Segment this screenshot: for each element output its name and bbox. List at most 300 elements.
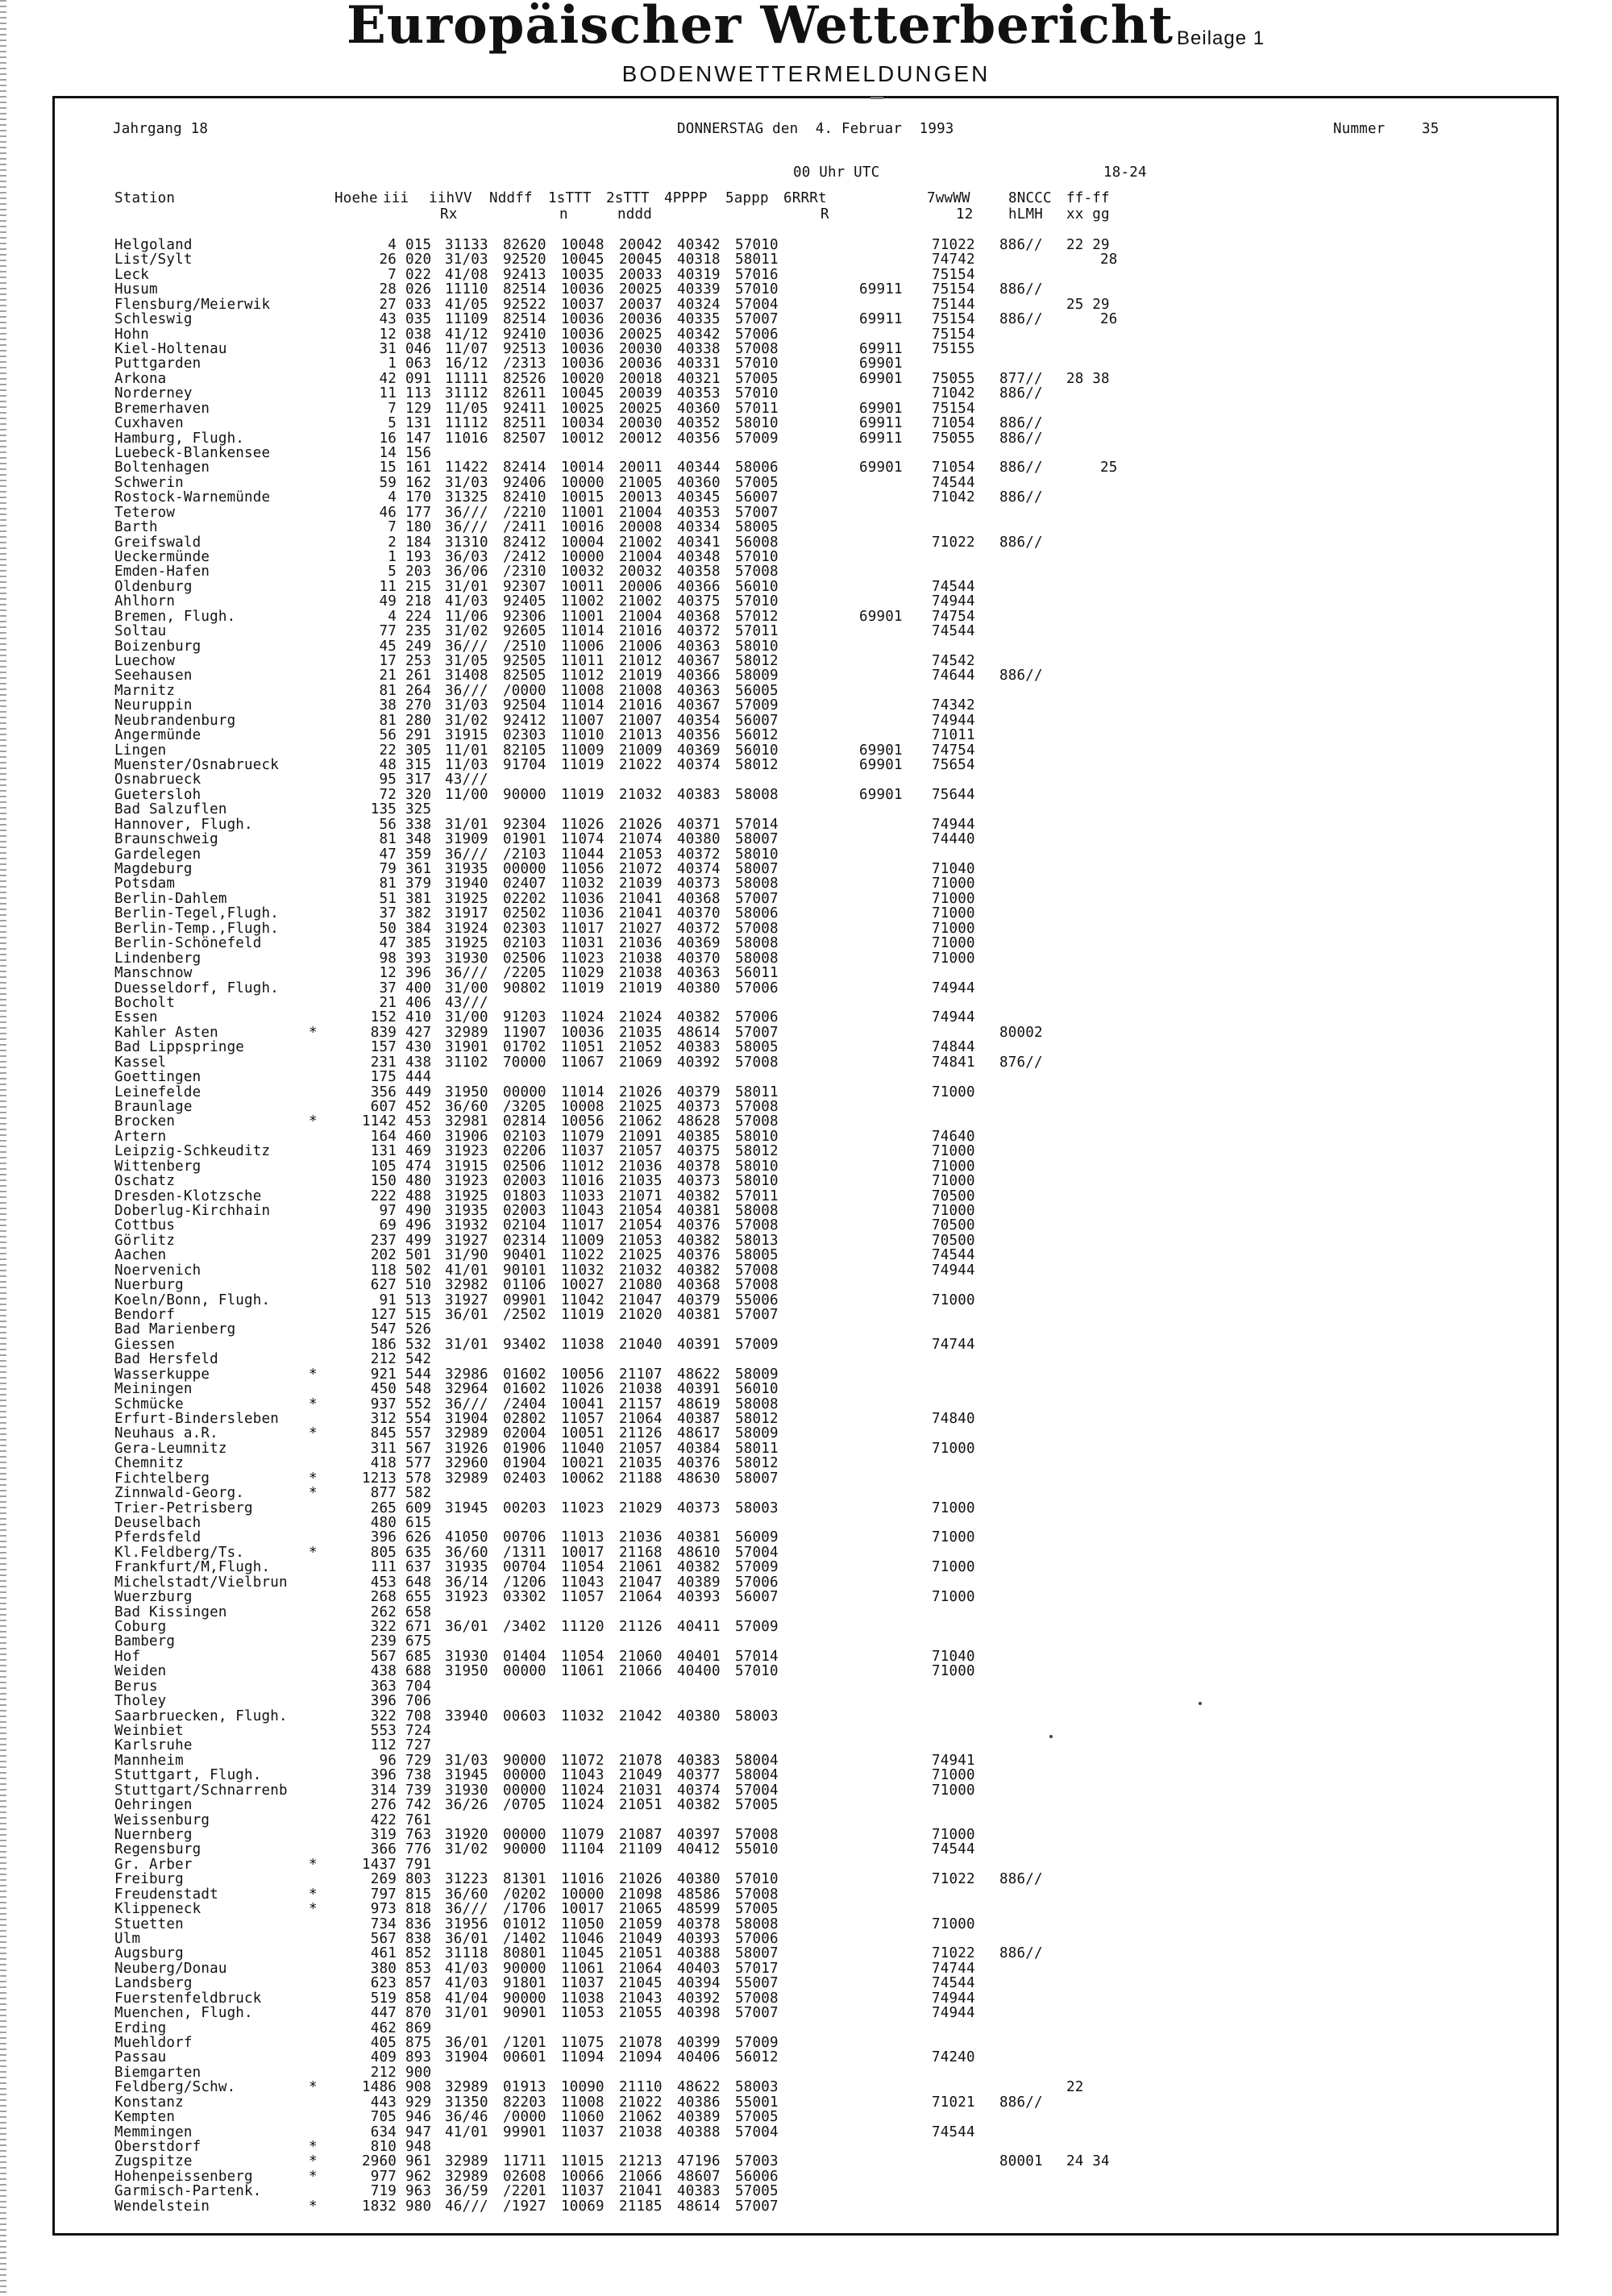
group-nddff-value: /0705 xyxy=(503,1797,546,1814)
group-8nccc-value: 886// xyxy=(999,668,1043,684)
group-ihvv-value: 11/06 xyxy=(445,608,488,625)
group-ihvv-value: 31/02 xyxy=(445,1841,488,1858)
station-id-value: 113 xyxy=(405,385,432,402)
table-row xyxy=(0,415,1612,430)
group-5appp-value: 58012 xyxy=(735,653,779,670)
group-ihvv-value: 31906 xyxy=(445,1128,488,1145)
table-row xyxy=(0,564,1612,578)
group-2sttt-value: 21060 xyxy=(619,1648,663,1665)
group-1sttt-value: 11024 xyxy=(561,1782,604,1799)
group-2sttt-value: 20045 xyxy=(619,252,663,268)
group-ihvv-value: 32989 xyxy=(445,1470,488,1487)
station-id-value: 708 xyxy=(405,1707,432,1724)
group-2sttt-value: 21071 xyxy=(619,1188,663,1204)
group-nddff-value: 90000 xyxy=(503,1752,546,1769)
group-5appp-value: 57007 xyxy=(735,890,779,907)
elevation-value: 26 xyxy=(379,252,397,268)
elevation-value: 46 xyxy=(379,504,397,521)
group-7wwww-value: 74744 xyxy=(932,1960,975,1977)
group-ihvv-value: 31133 xyxy=(445,237,488,253)
group-5appp-value: 57016 xyxy=(735,266,779,283)
group-7wwww-value: 71021 xyxy=(932,2094,975,2111)
elevation-value: 212 xyxy=(370,2064,397,2081)
station-id-value: 510 xyxy=(405,1277,432,1294)
group-7wwww-value: 74944 xyxy=(932,593,975,610)
group-4pppp-value: 40338 xyxy=(677,341,721,357)
elevation-value: 28 xyxy=(379,281,397,298)
group-1sttt-value: 11037 xyxy=(561,2183,604,2200)
group-4pppp-value: 40379 xyxy=(677,1084,721,1100)
table-row xyxy=(0,1693,1612,1710)
column-header-group-1sttt: 1sTTT xyxy=(548,190,592,206)
group-nddff-value: /2411 xyxy=(503,519,546,536)
group-5appp-value: 57008 xyxy=(735,1277,779,1294)
group-4pppp-value: 40382 xyxy=(677,1009,721,1026)
group-nddff-value: 02506 xyxy=(503,950,546,967)
station-name: Giessen xyxy=(114,1336,176,1353)
table-row xyxy=(0,1113,1612,1128)
group-4pppp-value: 40375 xyxy=(677,1143,721,1160)
group-1sttt-value: 11026 xyxy=(561,816,604,833)
group-nddff-value: 82611 xyxy=(503,385,546,402)
station-name: Tholey xyxy=(114,1693,167,1710)
group-ihvv-value: 31/05 xyxy=(445,653,488,670)
group-2sttt-value: 21035 xyxy=(619,1173,663,1190)
group-4pppp-value: 40370 xyxy=(677,950,721,967)
group-ihvv-value: 41/12 xyxy=(445,326,488,343)
table-row xyxy=(0,534,1612,549)
group-nddff-value: /2205 xyxy=(503,965,546,982)
group-5appp-value: 57005 xyxy=(735,1901,779,1918)
station-id-value: 552 xyxy=(405,1395,432,1412)
table-row xyxy=(0,1753,1612,1767)
station-id-value: 501 xyxy=(405,1247,432,1264)
table-row xyxy=(0,237,1612,252)
elevation-value: 627 xyxy=(370,1277,397,1294)
table-row xyxy=(0,623,1612,638)
group-5appp-value: 57010 xyxy=(735,385,779,402)
group-1sttt-value: 11001 xyxy=(561,608,604,625)
group-4pppp-value: 40372 xyxy=(677,623,721,640)
group-nddff-value: 02303 xyxy=(503,920,546,937)
group-4pppp-value: 40401 xyxy=(677,1648,721,1665)
group-nddff-value: /2310 xyxy=(503,564,546,580)
group-1sttt-value: 11079 xyxy=(561,1827,604,1843)
group-ihvv-value: 31/01 xyxy=(445,578,488,595)
group-2sttt-value: 21094 xyxy=(619,2049,663,2066)
table-row xyxy=(0,1158,1612,1173)
group-1sttt-value: 11019 xyxy=(561,1306,604,1323)
group-2sttt-value: 21026 xyxy=(619,816,663,833)
group-2sttt-value: 21062 xyxy=(619,2109,663,2126)
station-id-value: 305 xyxy=(405,742,432,759)
station-name: Neuruppin xyxy=(114,697,193,714)
group-7wwww-value: 74754 xyxy=(932,608,975,625)
group-ihvv-value: 31/02 xyxy=(445,623,488,640)
group-nddff-value: /1402 xyxy=(503,1931,546,1948)
group-ihvv-value: 31945 xyxy=(445,1499,488,1516)
elevation-value: 175 xyxy=(370,1069,397,1086)
group-6rrrt-value: 69911 xyxy=(859,311,903,328)
group-7wwww-value: 75154 xyxy=(932,400,975,417)
station-id-value: 180 xyxy=(405,519,432,536)
elevation-value: 11 xyxy=(379,578,397,595)
group-ihvv-value: 36/01 xyxy=(445,2035,488,2052)
column-header-station-id: iii xyxy=(383,190,409,206)
station-id-value: 704 xyxy=(405,1678,432,1695)
group-7wwww-value: 71000 xyxy=(932,1827,975,1843)
group-1sttt-value: 10045 xyxy=(561,385,604,402)
group-5appp-value: 57009 xyxy=(735,2035,779,2052)
station-id-value: 609 xyxy=(405,1499,432,1516)
station-id-value: 763 xyxy=(405,1827,432,1843)
group-7wwww-value: 75154 xyxy=(932,311,975,328)
group-1sttt-value: 10000 xyxy=(561,1886,604,1903)
group-2sttt-value: 21074 xyxy=(619,831,663,848)
group-4pppp-value: 40373 xyxy=(677,1499,721,1516)
group-4pppp-value: 40363 xyxy=(677,965,721,982)
column-header-group-5appp: 5appp xyxy=(725,190,769,206)
station-id-value: 908 xyxy=(405,2079,432,2096)
station-name: Oldenburg xyxy=(114,578,193,595)
group-4pppp-value: 48622 xyxy=(677,2079,721,2096)
group-1sttt-value: 11032 xyxy=(561,876,604,892)
group-nddff-value: 92505 xyxy=(503,653,546,670)
group-nddff-value: 93402 xyxy=(503,1336,546,1353)
period-label: 18-24 xyxy=(1103,164,1147,181)
group-nddff-value: 82505 xyxy=(503,668,546,684)
group-8nccc-value: 886// xyxy=(999,489,1043,506)
elevation-value: 396 xyxy=(370,1693,397,1710)
station-name: Essen xyxy=(114,1009,158,1026)
station-id-value: 948 xyxy=(405,2139,432,2156)
table-row xyxy=(0,1411,1612,1425)
group-5appp-value: 58007 xyxy=(735,1470,779,1487)
group-ihvv-value: 11111 xyxy=(445,370,488,387)
group-4pppp-value: 40412 xyxy=(677,1841,721,1858)
group-ihvv-value: 31/03 xyxy=(445,474,488,491)
group-nddff-value: 90802 xyxy=(503,980,546,996)
elevation-value: 16 xyxy=(379,430,397,447)
group-nddff-value: 00601 xyxy=(503,2049,546,2066)
group-ihvv-value: 36/// xyxy=(445,682,488,699)
group-8nccc-value: 886// xyxy=(999,1945,1043,1962)
group-5appp-value: 58003 xyxy=(735,1499,779,1516)
station-id-value: 224 xyxy=(405,608,432,625)
group-ihvv-value: 31118 xyxy=(445,1945,488,1962)
table-row xyxy=(0,519,1612,534)
group-4pppp-value: 48619 xyxy=(677,1395,721,1412)
station-name: Noervenich xyxy=(114,1262,202,1279)
elevation-value: 49 xyxy=(379,593,397,610)
group-nddff-value: 92410 xyxy=(503,326,546,343)
station-name: Hohenpeissenberg xyxy=(114,2168,253,2185)
group-1sttt-value: 10025 xyxy=(561,400,604,417)
group-ihvv-value: 31956 xyxy=(445,1915,488,1932)
group-1sttt-value: 11043 xyxy=(561,1767,604,1784)
station-id-value: 635 xyxy=(405,1544,432,1561)
elevation-value: 422 xyxy=(370,1811,397,1828)
group-8nccc-value: 886// xyxy=(999,2094,1043,2111)
station-name: Helgoland xyxy=(114,237,193,253)
station-name: Wendelstein xyxy=(114,2198,210,2215)
table-row xyxy=(0,1574,1612,1589)
group-7wwww-value: 71011 xyxy=(932,727,975,744)
table-row xyxy=(0,1396,1612,1411)
elevation-value: 396 xyxy=(370,1529,397,1546)
group-nddff-value: 02506 xyxy=(503,1158,546,1175)
group-4pppp-value: 40353 xyxy=(677,385,721,402)
group-2sttt-value: 21051 xyxy=(619,1797,663,1814)
station-name: Frankfurt/M,Flugh. xyxy=(114,1559,271,1576)
station-id-value: 496 xyxy=(405,1217,432,1234)
group-4pppp-value: 40366 xyxy=(677,668,721,684)
group-5appp-value: 57005 xyxy=(735,2109,779,2126)
group-1sttt-value: 11019 xyxy=(561,757,604,774)
station-name: Konstanz xyxy=(114,2094,184,2111)
group-1sttt-value: 11037 xyxy=(561,1975,604,1992)
station-name: Bad Salzuflen xyxy=(114,801,227,818)
group-5appp-value: 58011 xyxy=(735,1440,779,1457)
group-ihvv-value: 31935 xyxy=(445,861,488,878)
elevation-value: 845 xyxy=(370,1425,397,1442)
station-name: Leipzig-Schkeuditz xyxy=(114,1143,271,1160)
station-id-value: 815 xyxy=(405,1886,432,1903)
elevation-value: 396 xyxy=(370,1767,397,1784)
group-1sttt-value: 11031 xyxy=(561,935,604,952)
station-id-value: 893 xyxy=(405,2049,432,2066)
group-5appp-value: 56012 xyxy=(735,727,779,744)
elevation-value: 150 xyxy=(370,1173,397,1190)
group-ihvv-value: 31/03 xyxy=(445,1752,488,1769)
column-header-group-4pppp: 4PPPP xyxy=(664,190,708,206)
group-1sttt-value: 10016 xyxy=(561,519,604,536)
group-5appp-value: 58012 xyxy=(735,1455,779,1472)
group-2sttt-value: 21039 xyxy=(619,876,663,892)
group-2sttt-value: 21109 xyxy=(619,1841,663,1858)
group-5appp-value: 57010 xyxy=(735,1871,779,1888)
group-4pppp-value: 40319 xyxy=(677,266,721,283)
group-ihvv-value: 31310 xyxy=(445,534,488,551)
station-id-value: 490 xyxy=(405,1202,432,1219)
group-nddff-value: /3402 xyxy=(503,1618,546,1635)
group-nddff-value: /2201 xyxy=(503,2183,546,2200)
table-row xyxy=(0,1084,1612,1099)
group-1sttt-value: 11044 xyxy=(561,846,604,863)
elevation-value: 797 xyxy=(370,1886,397,1903)
station-name: Cuxhaven xyxy=(114,415,184,432)
group-4pppp-value: 40389 xyxy=(677,2109,721,2126)
group-1sttt-value: 11017 xyxy=(561,920,604,937)
group-5appp-value: 57008 xyxy=(735,341,779,357)
group-5appp-value: 57004 xyxy=(735,1782,779,1799)
elevation-value: 12 xyxy=(379,326,397,343)
group-7wwww-value: 71000 xyxy=(932,1915,975,1932)
group-1sttt-value: 11013 xyxy=(561,1529,604,1546)
station-name: Karlsruhe xyxy=(114,1737,193,1754)
group-4pppp-value: 40369 xyxy=(677,935,721,952)
table-row xyxy=(0,2020,1612,2035)
group-ihvv-value: 31927 xyxy=(445,1232,488,1249)
station-name: Potsdam xyxy=(114,876,176,892)
group-nddff-value: /1311 xyxy=(503,1544,546,1561)
group-1sttt-value: 11023 xyxy=(561,1499,604,1516)
elevation-value: 81 xyxy=(379,682,397,699)
group-ihvv-value: 36/01 xyxy=(445,1306,488,1323)
elevation-value: 409 xyxy=(370,2049,397,2066)
table-row xyxy=(0,1990,1612,2005)
group-1sttt-value: 10011 xyxy=(561,578,604,595)
table-row xyxy=(0,1545,1612,1559)
station-name: Klippeneck xyxy=(114,1901,202,1918)
group-4pppp-value: 40383 xyxy=(677,2183,721,2200)
station-id-value: 384 xyxy=(405,920,432,937)
group-nddff-value: 01904 xyxy=(503,1455,546,1472)
station-id-value: 577 xyxy=(405,1455,432,1472)
table-row xyxy=(0,1559,1612,1574)
group-1sttt-value: 11043 xyxy=(561,1202,604,1219)
high-station-mark: * xyxy=(309,1886,318,1903)
group-2sttt-value: 21110 xyxy=(619,2079,663,2096)
elevation-value: 47 xyxy=(379,846,397,863)
elevation-value: 212 xyxy=(370,1351,397,1368)
group-ihvv-value: 36/46 xyxy=(445,2109,488,2126)
group-4pppp-value: 40375 xyxy=(677,593,721,610)
group-5appp-value: 57011 xyxy=(735,400,779,417)
group-ihvv-value: 32986 xyxy=(445,1366,488,1383)
group-1sttt-value: 11038 xyxy=(561,1336,604,1353)
group-4pppp-value: 48617 xyxy=(677,1425,721,1442)
elevation-value: 405 xyxy=(370,2035,397,2052)
group-2sttt-value: 21005 xyxy=(619,474,663,491)
table-row xyxy=(0,1529,1612,1544)
group-7wwww-value: 75154 xyxy=(932,281,975,298)
group-7wwww-value: 74544 xyxy=(932,578,975,595)
group-ihvv-value: 32964 xyxy=(445,1381,488,1398)
group-nddff-value: 00000 xyxy=(503,861,546,878)
group-2sttt-value: 21061 xyxy=(619,1559,663,1576)
station-id-value: 776 xyxy=(405,1841,432,1858)
table-row xyxy=(0,1188,1612,1203)
group-4pppp-value: 40393 xyxy=(677,1931,721,1948)
elevation-value: 443 xyxy=(370,2094,397,2111)
group-nddff-value: 00000 xyxy=(503,1663,546,1680)
elevation-value: 4 xyxy=(388,608,397,625)
group-nddff-value: 82507 xyxy=(503,430,546,447)
group-7wwww-value: 71040 xyxy=(932,861,975,878)
table-row xyxy=(0,995,1612,1009)
group-4pppp-value: 40374 xyxy=(677,861,721,878)
group-5appp-value: 57014 xyxy=(735,816,779,833)
group-8nccc-value: 886// xyxy=(999,311,1043,328)
station-id-value: 836 xyxy=(405,1915,432,1932)
high-station-mark: * xyxy=(309,1024,318,1041)
group-ihvv-value: 11109 xyxy=(445,311,488,328)
table-row xyxy=(0,1515,1612,1529)
group-6rrrt-value: 69911 xyxy=(859,281,903,298)
station-name: Manschnow xyxy=(114,965,193,982)
group-nddff-value: 01913 xyxy=(503,2079,546,2096)
group-4pppp-value: 40372 xyxy=(677,846,721,863)
station-name: Muehldorf xyxy=(114,2035,193,2052)
group-ihvv-value: 36/26 xyxy=(445,1797,488,1814)
group-2sttt-value: 20006 xyxy=(619,578,663,595)
group-nddff-value: 02103 xyxy=(503,1128,546,1145)
group-2sttt-value: 20036 xyxy=(619,311,663,328)
group-nddff-value: /1706 xyxy=(503,1901,546,1918)
station-id-value: 400 xyxy=(405,980,432,996)
group-5appp-value: 58012 xyxy=(735,757,779,774)
station-name: Brocken xyxy=(114,1113,176,1130)
group-ihvv-value: 41/04 xyxy=(445,1990,488,2007)
table-row xyxy=(0,2139,1612,2156)
station-id-value: 857 xyxy=(405,1975,432,1992)
group-1sttt-value: 11016 xyxy=(561,1173,604,1190)
station-name: Dresden-Klotzsche xyxy=(114,1188,262,1204)
group-1sttt-value: 11016 xyxy=(561,1871,604,1888)
group-1sttt-value: 10036 xyxy=(561,326,604,343)
station-id-value: 480 xyxy=(405,1173,432,1190)
group-1sttt-value: 11026 xyxy=(561,1381,604,1398)
station-name: Goettingen xyxy=(114,1069,202,1086)
group-2sttt-value: 20042 xyxy=(619,237,663,253)
group-nddff-value: 02103 xyxy=(503,935,546,952)
elevation-value: 50 xyxy=(379,920,397,937)
group-1sttt-value: 11012 xyxy=(561,1158,604,1175)
high-station-mark: * xyxy=(309,2168,318,2185)
group-ffff-value: 28 38 xyxy=(1066,370,1110,387)
elevation-value: 973 xyxy=(370,1901,397,1918)
station-name: Leinefelde xyxy=(114,1084,202,1100)
group-1sttt-value: 11061 xyxy=(561,1960,604,1977)
group-1sttt-value: 10015 xyxy=(561,489,604,506)
group-4pppp-value: 40360 xyxy=(677,400,721,417)
group-5appp-value: 58008 xyxy=(735,950,779,967)
group-nddff-value: 01803 xyxy=(503,1188,546,1204)
group-4pppp-value: 40368 xyxy=(677,1277,721,1294)
group-2sttt-value: 20008 xyxy=(619,519,663,536)
table-row xyxy=(0,549,1612,564)
group-2sttt-value: 21004 xyxy=(619,504,663,521)
station-name: Husum xyxy=(114,281,158,298)
station-id-value: 315 xyxy=(405,757,432,774)
station-name: Puttgarden xyxy=(114,356,202,372)
station-name: Saarbruecken, Flugh. xyxy=(114,1707,288,1724)
group-5appp-value: 57007 xyxy=(735,2005,779,2022)
group-1sttt-value: 11038 xyxy=(561,1990,604,2007)
group-2sttt-value: 20037 xyxy=(619,296,663,313)
group-ihvv-value: 41/05 xyxy=(445,296,488,313)
group-1sttt-value: 11024 xyxy=(561,1009,604,1026)
group-7wwww-value: 71022 xyxy=(932,1945,975,1962)
group-2sttt-value: 21157 xyxy=(619,1395,663,1412)
group-nddff-value: /2404 xyxy=(503,1395,546,1412)
station-id-value: 469 xyxy=(405,1143,432,1160)
group-5appp-value: 57008 xyxy=(735,1217,779,1234)
group-2sttt-value: 21042 xyxy=(619,1707,663,1724)
group-7wwww-value: 71040 xyxy=(932,1648,975,1665)
elevation-value: 418 xyxy=(370,1455,397,1472)
group-2sttt-value: 21045 xyxy=(619,1975,663,1992)
station-name: Artern xyxy=(114,1128,167,1145)
elevation-value: 312 xyxy=(370,1410,397,1427)
group-5appp-value: 57005 xyxy=(735,370,779,387)
group-1sttt-value: 11022 xyxy=(561,1247,604,1264)
group-5appp-value: 57009 xyxy=(735,1618,779,1635)
group-2sttt-value: 21038 xyxy=(619,965,663,982)
group-ihvv-value: 31935 xyxy=(445,1559,488,1576)
group-2sttt-value: 21049 xyxy=(619,1767,663,1784)
